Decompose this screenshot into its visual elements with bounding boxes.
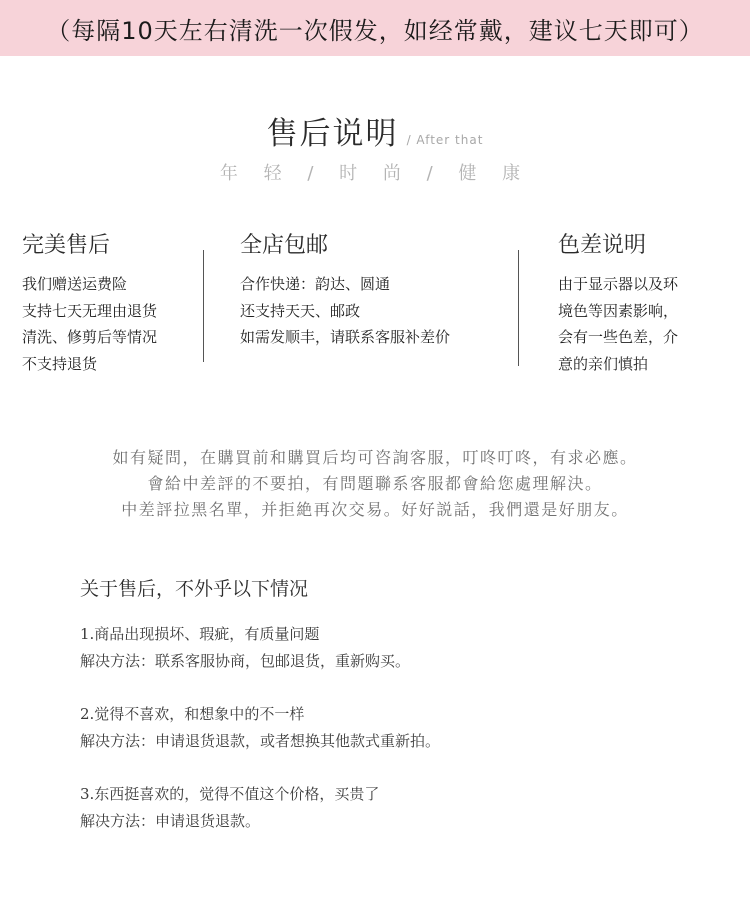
page-title: 售后说明 xyxy=(266,116,399,152)
case-solution: 解决方法：申请退货退款，或者想换其他款式重新拍。 xyxy=(80,732,441,750)
case-solution: 解决方法：申请退货退款。 xyxy=(80,812,261,830)
case-question: 2.觉得不喜欢，和想象中的不一样 xyxy=(80,705,305,723)
column-color-difference xyxy=(558,228,678,377)
column-line: 境色等因素影响， xyxy=(558,301,679,320)
customer-notice xyxy=(0,445,750,523)
column-line: 如需发顺丰，请联系客服补差价 xyxy=(240,328,451,346)
column-line: 清洗、修剪后等情况 xyxy=(22,328,158,346)
column-heading: 全店包邮 xyxy=(240,233,329,258)
column-line: 由于显示器以及环 xyxy=(558,275,679,293)
case-question: 1.商品出现损坏、瑕疵，有质量问题 xyxy=(80,625,320,643)
section-header xyxy=(0,108,750,185)
case-item xyxy=(80,701,700,755)
column-line: 会有一些色差，介 xyxy=(558,328,679,346)
column-line: 不支持退货 xyxy=(22,354,98,373)
column-line: 合作快递：韵达、圆通 xyxy=(240,275,391,293)
case-item xyxy=(80,621,700,675)
column-divider xyxy=(518,250,519,366)
column-line: 意的亲们慎拍 xyxy=(558,354,649,373)
notice-line: 如有疑問，在購買前和購買后均可咨詢客服，叮咚叮咚，有求必應。 xyxy=(112,448,638,467)
column-heading: 完美售后 xyxy=(22,233,111,258)
banner-text: （每隔10天左右清洗一次假发，如经常戴，建议七天即可） xyxy=(46,16,704,45)
case-question: 3.东西挺喜欢的，觉得不值这个价格，买贵了 xyxy=(80,785,380,803)
page-subtitle: / After that xyxy=(406,133,484,147)
column-after-sales xyxy=(22,228,157,377)
column-free-shipping xyxy=(240,228,450,351)
notice-line: 會給中差評的不要拍，有問題聯系客服都會給您處理解決。 xyxy=(147,474,603,493)
column-line: 我们赠送运费险 xyxy=(22,275,128,293)
notice-banner xyxy=(0,0,750,56)
case-item xyxy=(80,781,700,835)
column-line: 还支持天天、邮政 xyxy=(240,301,361,320)
tagline: 年 轻 / 时 尚 / 健 康 xyxy=(219,163,531,184)
column-line: 支持七天无理由退货 xyxy=(22,301,158,320)
after-sales-heading: 关于售后，不外乎以下情况 xyxy=(80,578,309,600)
column-divider xyxy=(203,250,204,362)
notice-line: 中差評拉黑名單，并拒絶再次交易。好好説話，我們還是好朋友。 xyxy=(121,500,629,519)
column-heading: 色差说明 xyxy=(558,233,647,258)
after-sales-cases xyxy=(80,574,700,861)
case-solution: 解决方法：联系客服协商，包邮退货，重新购买。 xyxy=(80,652,411,670)
